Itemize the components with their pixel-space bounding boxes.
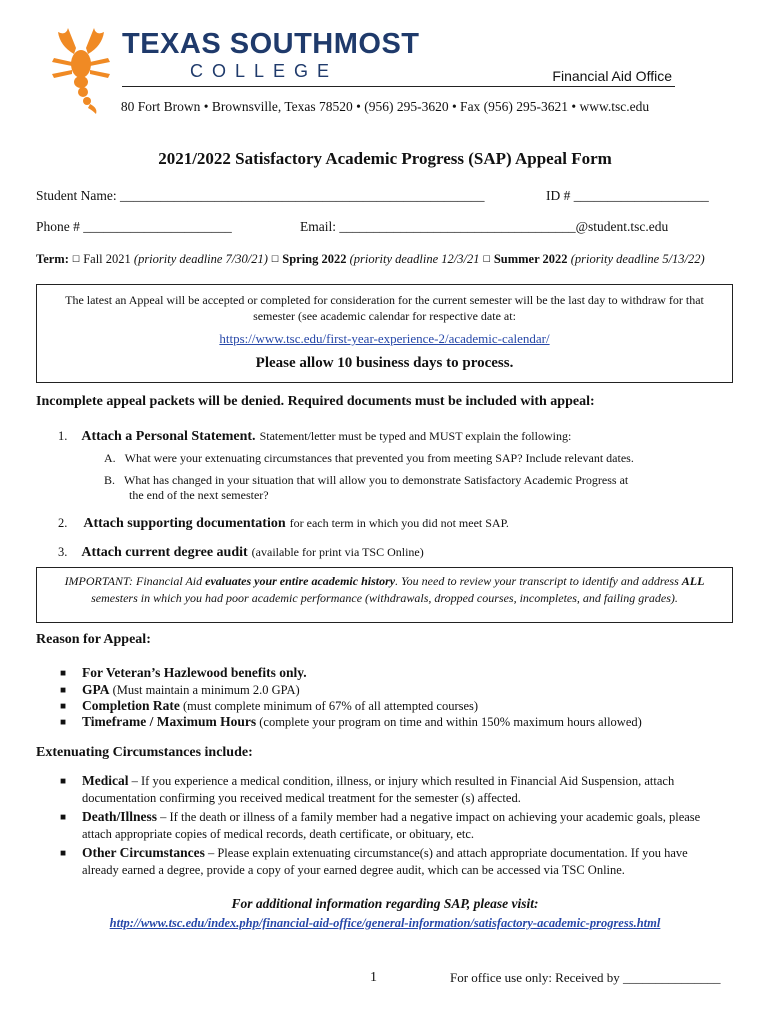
student-id-field[interactable]: ID # ____________________ xyxy=(546,188,709,203)
summer-checkbox[interactable]: ☐ xyxy=(482,254,491,264)
list-item: ■ Other Circumstances – Please explain extenuating circumstance(s) and attach appropriate documentation. If you have xyxy=(60,845,688,860)
additional-info-heading: For additional information regarding SAP, please visit: xyxy=(231,896,539,911)
required-documents-heading: Incomplete appeal packets will be denied. Required documents must be included with appeal: xyxy=(36,394,595,409)
sap-info-link[interactable]: http://www.tsc.edu/index.php/financial-aid-office/general-information/satisfactory-academic-progress.html xyxy=(109,916,661,930)
list-item: ■ Timeframe / Maximum Hours (complete your program on time and within 150% maximum hours allowed) xyxy=(60,714,642,729)
list-item: 1. Attach a Personal Statement. Statement/letter must be typed and MUST explain the following: xyxy=(58,429,572,444)
item-text: (available for print via TSC Online) xyxy=(251,545,424,559)
item-heading: Attach a Personal Statement. xyxy=(81,429,256,444)
phone-field[interactable]: Phone # ______________________ xyxy=(36,219,232,234)
college-name: TEXAS SOUTHMOST xyxy=(122,28,420,60)
list-item-continued: the end of the next semester? xyxy=(129,488,269,502)
list-item: ■ For Veteran’s Hazlewood benefits only. xyxy=(60,665,307,680)
header-divider xyxy=(122,86,675,87)
reason-heading: Reason for Appeal: xyxy=(36,632,151,647)
extenuating-heading: Extenuating Circumstances include: xyxy=(36,745,253,760)
important-notice-box xyxy=(36,567,733,623)
page-title: 2021/2022 Satisfactory Academic Progress (SAP) Appeal Form xyxy=(158,149,612,168)
bullet-icon: ■ xyxy=(60,685,67,696)
bullet-icon: ■ xyxy=(60,776,67,787)
processing-time-notice: Please allow 10 business days to process. xyxy=(255,355,514,371)
college-address: 80 Fort Brown • Brownsville, Texas 78520 • (956) 295-3620 • Fax (956) 295-3621 • www.tsc.edu xyxy=(120,99,650,114)
spring-deadline: (priority deadline 12/3/21 xyxy=(349,252,480,266)
list-item-continued: attach appropriate copies of medical records, death certificate, or obituary, etc. xyxy=(82,827,475,841)
spring-term-label: Spring 2022 xyxy=(282,252,347,266)
list-item-continued: documentation confirming you received medical treatment for the semester (s) affected. xyxy=(82,791,521,805)
academic-calendar-link[interactable]: https://www.tsc.edu/first-year-experience-2/academic-calendar/ xyxy=(219,331,550,346)
fall-deadline: (priority deadline 7/30/21) xyxy=(133,252,268,266)
item-heading: Attach current degree audit xyxy=(81,545,248,560)
student-name-field[interactable]: Student Name: ______________________________________________________ xyxy=(36,188,485,203)
item-text: Statement/letter must be typed and MUST explain the following: xyxy=(259,429,572,443)
list-item: 2. Attach supporting documentation for each term in which you did not meet SAP. xyxy=(58,516,509,531)
summer-deadline: (priority deadline 5/13/22) xyxy=(570,252,705,266)
fall-checkbox[interactable]: ☐ xyxy=(72,254,81,264)
term-selection xyxy=(36,252,705,267)
list-item: 3. Attach current degree audit (available for print via TSC Online) xyxy=(58,545,424,560)
list-item: B. What has changed in your situation that will allow you to demonstrate Satisfactory Academic Progress at xyxy=(104,473,629,487)
bullet-icon: ■ xyxy=(60,717,67,728)
spring-checkbox[interactable]: ☐ xyxy=(271,254,280,264)
list-item: A. What were your extenuating circumstances that prevented you from meeting SAP? Include relevant dates. xyxy=(104,451,634,465)
item-text: for each term in which you did not meet SAP. xyxy=(289,516,509,530)
fall-term-label: Fall 2021 xyxy=(83,252,131,266)
college-subtitle: COLLEGE xyxy=(190,61,339,81)
office-use-field[interactable]: For office use only: Received by _______________ xyxy=(450,970,721,985)
page-number: 1 xyxy=(370,970,377,985)
item-heading: Attach supporting documentation xyxy=(83,516,286,531)
bullet-icon: ■ xyxy=(60,668,67,679)
list-item: ■ Death/Illness – If the death or illness of a family member had a negative impact on achieving your academic goals, please xyxy=(60,809,701,824)
bullet-icon: ■ xyxy=(60,848,67,859)
list-item: ■ Completion Rate (must complete minimum of 67% of all attempted courses) xyxy=(60,698,479,713)
bullet-icon: ■ xyxy=(60,812,67,823)
term-label: Term: xyxy=(36,252,69,266)
deadline-notice-box xyxy=(36,284,733,383)
office-name: Financial Aid Office xyxy=(552,68,672,84)
email-field[interactable]: Email: ___________________________________@student.tsc.edu xyxy=(300,219,669,234)
notice-text: The latest an Appeal will be accepted or completed for consideration for the current semester will be the last day to withdraw for that semester (see academic calendar for respective date at: xyxy=(65,293,704,323)
important-text: IMPORTANT: Financial Aid evaluates your entire academic history. You need to review your transcript to identify and address ALL semesters in which you had poor academic performance (withdrawals, dropped courses, incompletes, and failing grades). xyxy=(64,574,705,605)
summer-term-label: Summer 2022 xyxy=(493,252,568,266)
list-item-continued: already earned a degree, provide a copy of your earned degree audit, which can be accessed via TSC Online. xyxy=(82,863,625,877)
list-item: ■ GPA (Must maintain a minimum 2.0 GPA) xyxy=(60,682,300,697)
bullet-icon: ■ xyxy=(60,701,67,712)
list-item: ■ Medical – If you experience a medical condition, illness, or injury which resulted in Financial Aid Suspension, attach xyxy=(60,773,675,788)
